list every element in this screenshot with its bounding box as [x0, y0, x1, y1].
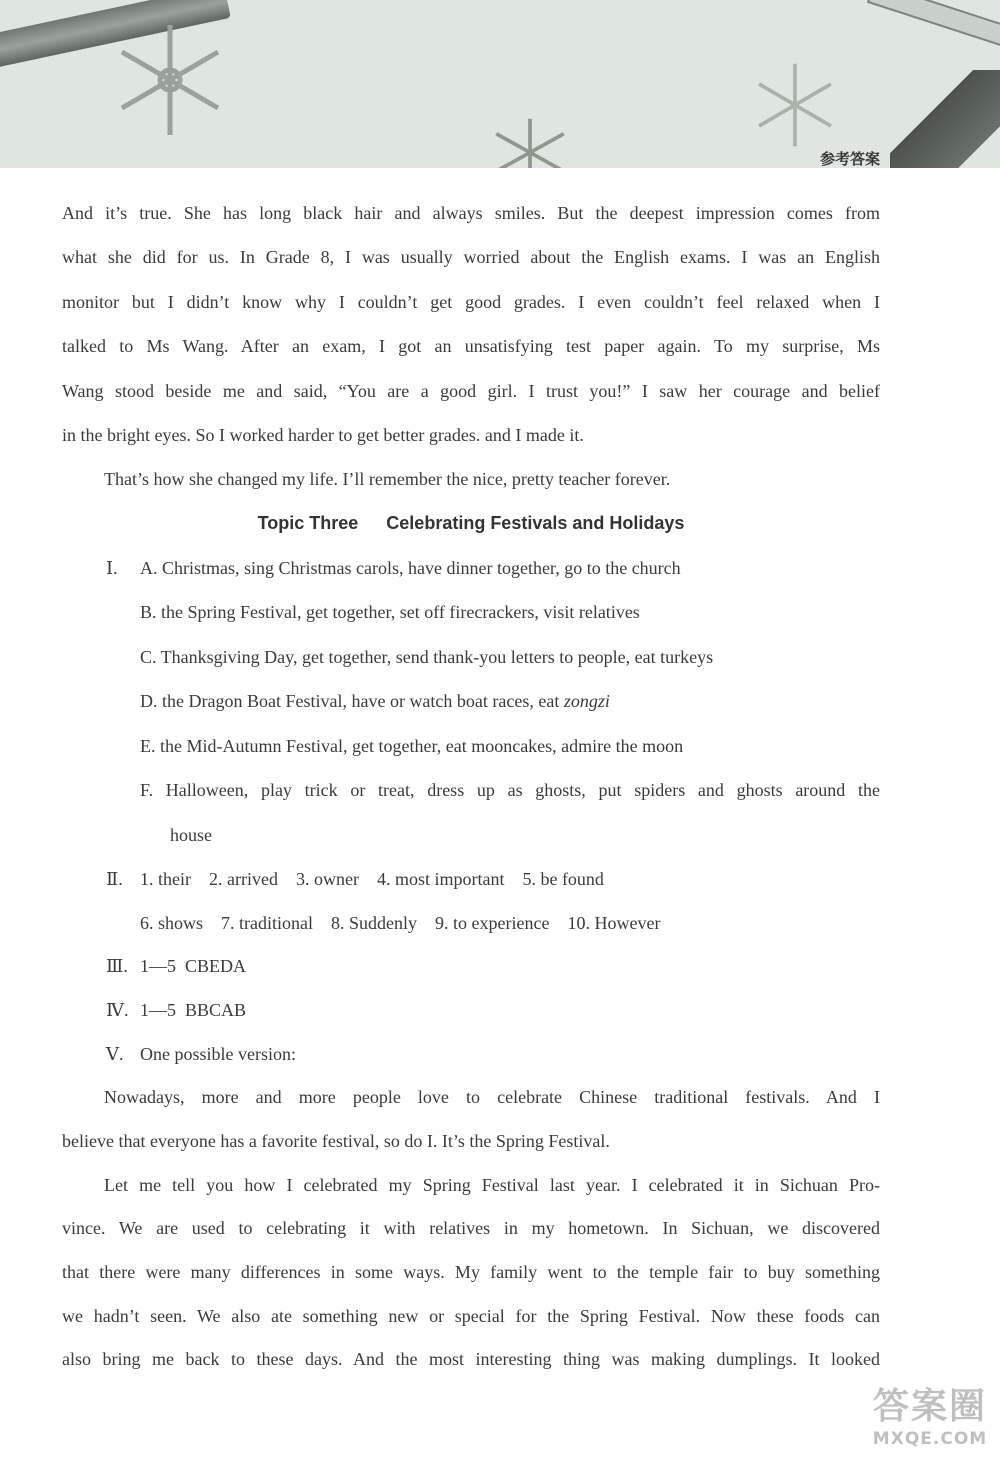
- section-numeral: Ⅱ.: [106, 869, 123, 889]
- page-header: [0, 0, 1000, 168]
- italic-word: zongzi: [563, 691, 610, 711]
- section-1-item: C. Thanksgiving Day, get together, send thank-you letters to people, eat turkeys: [140, 647, 714, 667]
- snowflake-icon: [110, 20, 230, 140]
- text-line: also bring me back to these days. And the most interesting thing was making dumplings. It looked: [62, 1349, 880, 1369]
- section-4: Ⅳ. 1—5 BBCAB: [106, 1000, 247, 1020]
- snowflake-icon: [480, 115, 580, 168]
- text-line: that there were many differences in some ways. My family went to the temple fair to buy something: [62, 1262, 880, 1282]
- section-numeral: Ⅰ.: [106, 558, 118, 578]
- section-1-item: F. Halloween, play trick or treat, dress up as ghosts, put spiders and ghosts around the: [140, 780, 880, 800]
- section-numeral: Ⅲ.: [106, 956, 128, 976]
- section-numeral: Ⅴ.: [106, 1044, 124, 1064]
- topic-title: [62, 512, 880, 534]
- ruler-decoration: [867, 0, 1000, 56]
- snowflake-icon: [750, 60, 840, 150]
- header-label: 参考答案: [819, 150, 880, 168]
- section-numeral: Ⅳ.: [106, 1000, 129, 1020]
- topic-label: Topic Three: [257, 513, 359, 533]
- text-line: vince. We are used to celebrating it with relatives in my hometown. In Sichuan, we discovered: [62, 1218, 880, 1238]
- text-line: in the bright eyes. So I worked harder to get better grades. and I made it.: [62, 425, 584, 445]
- section-1-item: Ⅰ. A. Christmas, sing Christmas carols, have dinner together, go to the church: [106, 558, 681, 578]
- section-2-row: 6. shows 7. traditional 8. Suddenly 9. to experience 10. However: [140, 913, 661, 933]
- section-1-item: D. the Dragon Boat Festival, have or watch boat races, eat zongzi: [140, 691, 610, 711]
- section-5: Ⅴ. One possible version:: [106, 1044, 296, 1064]
- topic-name: Celebrating Festivals and Holidays: [386, 513, 685, 533]
- watermark-url: MXQE.COM: [872, 1429, 988, 1449]
- corner-decoration: [890, 70, 1000, 168]
- section-3: Ⅲ. 1—5 CBEDA: [106, 956, 247, 976]
- text-line: Nowadays, more and more people love to celebrate Chinese traditional festivals. And I: [104, 1087, 880, 1107]
- text-line: we hadn’t seen. We also ate something new or special for the Spring Festival. Now these foods can: [62, 1306, 880, 1326]
- text-line: talked to Ms Wang. After an exam, I got an unsatisfying test paper again. To my surprise, Ms: [62, 336, 880, 356]
- text-line: Let me tell you how I celebrated my Spring Festival last year. I celebrated it in Sichuan Pro-: [104, 1175, 880, 1195]
- text-line: Wang stood beside me and said, “You are a good girl. I trust you!” I saw her courage and belief: [62, 381, 880, 401]
- text-line: monitor but I didn’t know why I couldn’t get good grades. I even couldn’t feel relaxed when I: [62, 292, 880, 312]
- watermark: [870, 1385, 990, 1475]
- text-line: what she did for us. In Grade 8, I was usually worried about the English exams. I was an English: [62, 247, 880, 267]
- text-line: And it’s true. She has long black hair and always smiles. But the deepest impression comes from: [62, 203, 880, 223]
- section-2-row: Ⅱ. 1. their 2. arrived 3. owner 4. most important 5. be found: [106, 869, 604, 889]
- text-line: believe that everyone has a favorite festival, so do I. It’s the Spring Festival.: [62, 1131, 610, 1151]
- section-1-item: B. the Spring Festival, get together, set off firecrackers, visit relatives: [140, 602, 640, 622]
- section-1-item: E. the Mid-Autumn Festival, get together, eat mooncakes, admire the moon: [140, 736, 684, 756]
- text-line: That’s how she changed my life. I’ll remember the nice, pretty teacher forever.: [104, 469, 671, 489]
- watermark-text: 答案圈: [872, 1386, 987, 1427]
- section-1-item: house: [170, 825, 212, 845]
